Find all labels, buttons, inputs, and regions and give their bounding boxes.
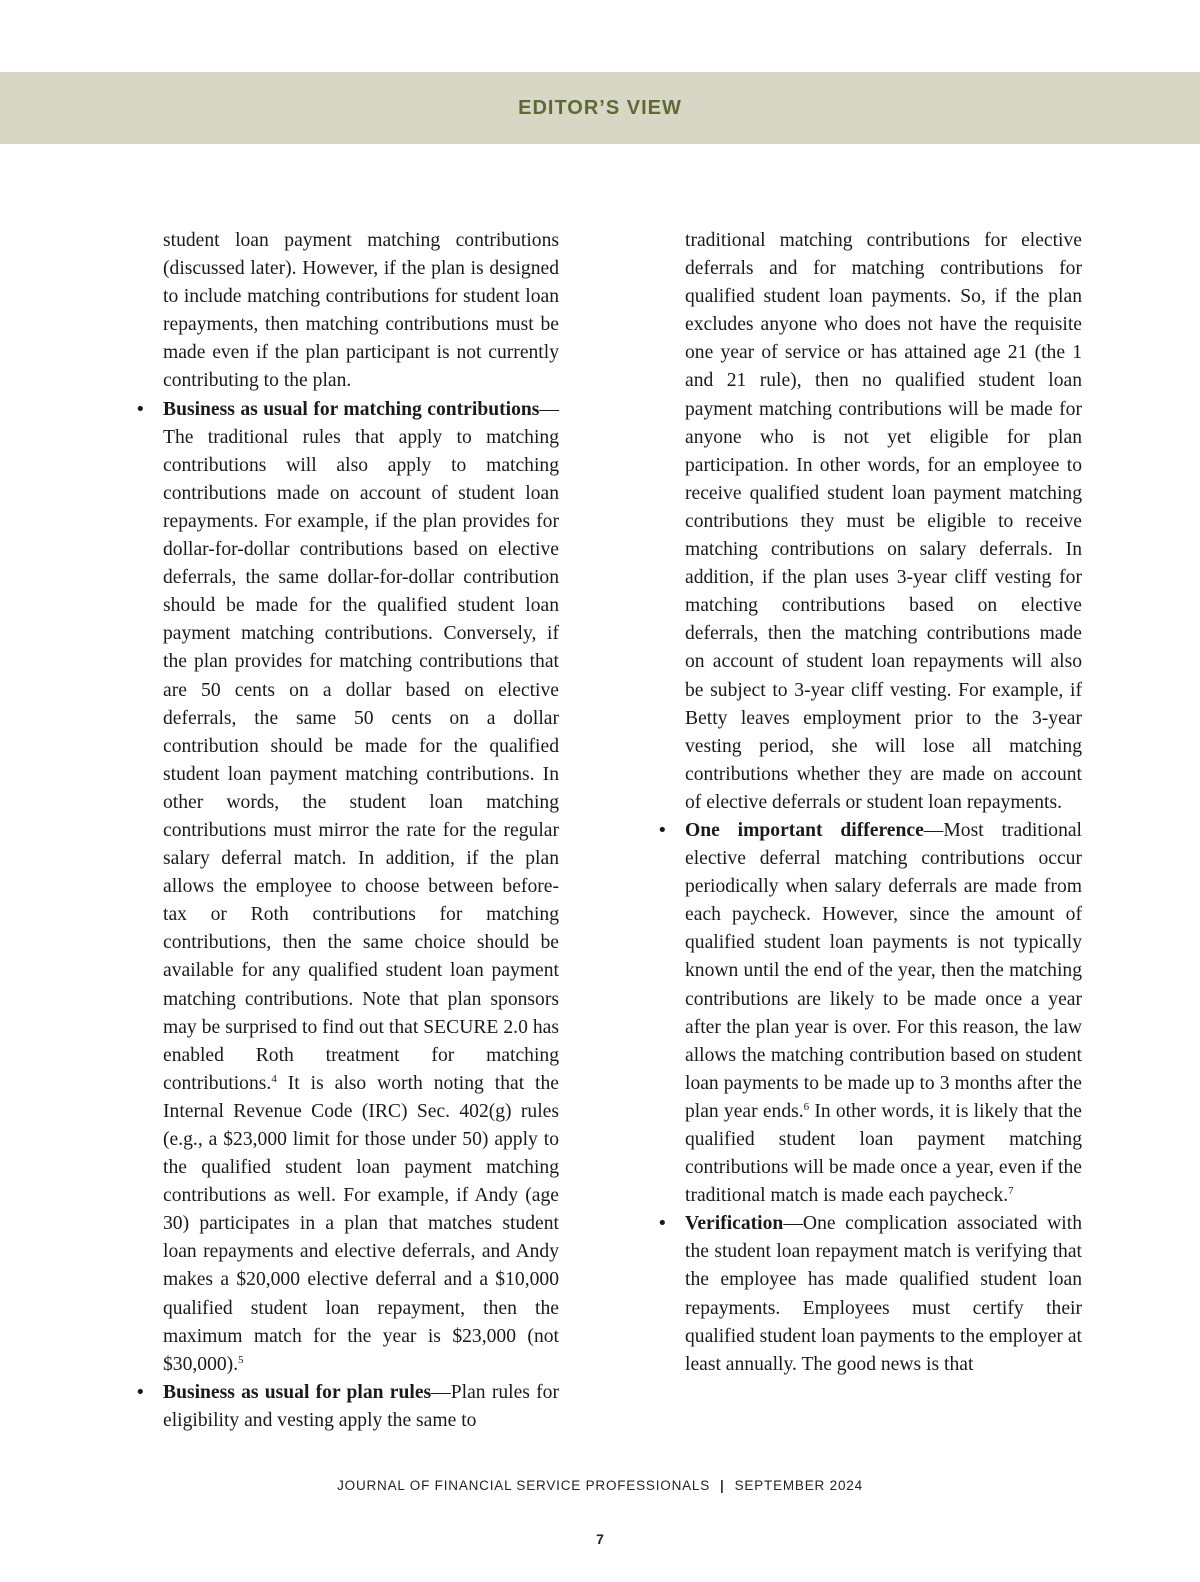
bullet-plan-rules — [163, 1379, 559, 1435]
bullet-title: Business as usual for matching contributions — [163, 398, 540, 420]
footnote-ref: 5 — [238, 1353, 244, 1366]
bullet-text: —Plan rules for eligibility and vesting apply the same to — [163, 1381, 559, 1431]
left-intro-paragraph: student loan payment matching contributions (discussed later). However, if the plan is designed to include matching contributions for student loan repayments, then matching contributions must be made even if the plan participant is not currently contributing to the plan. — [163, 230, 559, 392]
bullet-text: —The traditional rules that apply to matching contributions will also apply to matching contributions made on account of student loan repayments. For example, if the plan provides for dollar-for-dollar contributions based on elective deferrals, the same dollar-for-dollar contribution should be made for the qualified student loan payment matching contributions. Conversely, if the plan provides for matching contributions that are 50 cents on a dollar based on elective deferrals, the same 50 cents on a dollar contribution should be made for the qualified student loan payment matching contributions. In other words, the student loan matching contributions must mirror the rate for the regular salary deferral match. In addition, if the plan allows the employee to choose between before-tax or Roth contributions for matching contributions, then the same choice should be available for any qualified student loan payment matching contributions. Note that plan sponsors may be surprised to find out that SECURE 2.0 has enabled Roth treatment for matching contributions. — [163, 398, 559, 1094]
bullet-verification — [685, 1210, 1082, 1379]
bullet-title: Verification — [685, 1213, 784, 1235]
footnote-ref: 7 — [1008, 1185, 1014, 1198]
bullet-text: —One complication associated with the student loan repayment match is verifying that the employee has made qualified student loan repayments. Employees must certify their qualified student loan payments to the employer at least annually. The good news is that — [685, 1213, 1082, 1375]
bullet-important-difference — [685, 817, 1082, 1210]
bullet-title: One important difference — [685, 819, 924, 841]
left-column — [163, 227, 559, 1435]
bullet-title: Business as usual for plan rules — [163, 1381, 432, 1403]
page-number: 7 — [596, 1531, 604, 1547]
bullet-matching-contributions — [163, 396, 559, 1379]
left-bullet-list — [163, 396, 559, 1435]
bullet-text: —Most traditional elective deferral matching contributions occur periodically when salary deferrals are made from each paycheck. However, since the amount of qualified student loan payments is not typically known until the end of the year, then the matching contributions are likely to be made once a year after the plan year is over. For this reason, the law allows the matching contribution based on student loan payments to be made up to 3 months after the plan year ends. — [685, 819, 1083, 1122]
footnote-ref: 6 — [803, 1100, 810, 1113]
section-title: EDITOR’S VIEW — [518, 96, 682, 119]
right-bullet-list — [685, 817, 1082, 1379]
right-column — [685, 227, 1082, 1379]
issue-date: SEPTEMBER 2024 — [734, 1478, 863, 1493]
bullet-text: It is also worth noting that the Internal Revenue Code (IRC) Sec. 402(g) rules (e.g., a $23,000 limit for those under 50) apply to the qualified student loan payment matching contributions as well. For example, if Andy (age 30) participates in a plan that matches student loan repayments and elective deferrals, and Andy makes a $20,000 elective deferral and a $10,000 qualified student loan repayment, then the maximum match for the year is $23,000 (not $30,000). — [163, 1072, 559, 1375]
journal-name: JOURNAL OF FINANCIAL SERVICE PROFESSIONALS — [337, 1478, 711, 1493]
right-intro-paragraph: traditional matching contributions for elective deferrals and for matching contributions for qualified student loan payments. So, if the plan excludes anyone who does not have the requisite one year of service or has attained age 21 (the 1 and 21 rule), then no qualified student loan payment matching contributions will be made for anyone who is not yet eligible for plan participation. In other words, for an employee to receive qualified student loan payment matching contributions they must be eligible to receive matching contributions on salary deferrals. In addition, if the plan uses 3-year cliff vesting for matching contributions based on elective deferrals, then the matching contributions made on account of student loan repayments will also be subject to 3-year cliff vesting. For example, if Betty leaves employment prior to the 3-year vesting period, she will lose all matching contributions whether they are made on account of elective deferrals or student loan repayments. — [685, 230, 1082, 813]
section-banner — [0, 72, 1200, 144]
footer-separator: | — [720, 1478, 725, 1493]
bullet-text: In other words, it is likely that the qualified student loan payment matching contributions will be made once a year, even if the traditional match is made each paycheck. — [685, 1100, 1082, 1207]
page-footer — [0, 1478, 1200, 1493]
footnote-ref: 4 — [271, 1072, 277, 1085]
